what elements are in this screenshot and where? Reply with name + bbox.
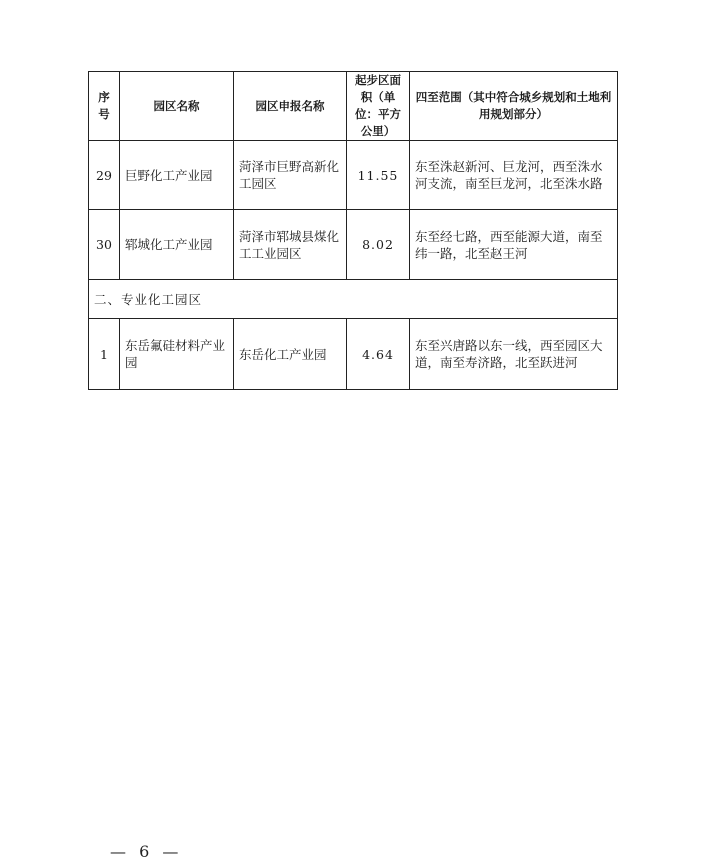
section-header-row	[89, 280, 618, 319]
table-header-row	[89, 72, 618, 141]
table-row	[89, 210, 618, 280]
row-number: 30	[89, 210, 120, 280]
park-name: 东岳氟硅材料产业园	[120, 319, 234, 390]
scope-text: 东至兴唐路以东一线，西至园区大道，南至寿济路，北至跃进河	[410, 319, 618, 390]
row-number: 29	[89, 141, 120, 210]
scope-text: 东至经七路，西至能源大道，南至纬一路，北至赵王河	[410, 210, 618, 280]
table-row	[89, 319, 618, 390]
area-value: 11.55	[347, 141, 410, 210]
header-declared-name: 园区申报名称	[234, 72, 347, 141]
header-no: 序号	[89, 72, 120, 141]
chemical-park-table	[88, 71, 618, 390]
header-park-name: 园区名称	[120, 72, 234, 141]
page-number: — 6 —	[110, 842, 183, 861]
area-value: 8.02	[347, 210, 410, 280]
declared-name: 菏泽市巨野高新化工园区	[234, 141, 347, 210]
header-scope: 四至范围（其中符合城乡规划和土地利用规划部分）	[410, 72, 618, 141]
park-name: 巨野化工产业园	[120, 141, 234, 210]
row-number: 1	[89, 319, 120, 390]
table-row	[89, 141, 618, 210]
declared-name: 东岳化工产业园	[234, 319, 347, 390]
area-value: 4.64	[347, 319, 410, 390]
declared-name: 菏泽市郓城县煤化工工业园区	[234, 210, 347, 280]
scope-text: 东至洙赵新河、巨龙河，西至洙水河支流，南至巨龙河，北至洙水路	[410, 141, 618, 210]
header-area: 起步区面积（单位：平方公里）	[347, 72, 410, 141]
section-title: 二、专业化工园区	[89, 280, 618, 319]
park-name: 郓城化工产业园	[120, 210, 234, 280]
